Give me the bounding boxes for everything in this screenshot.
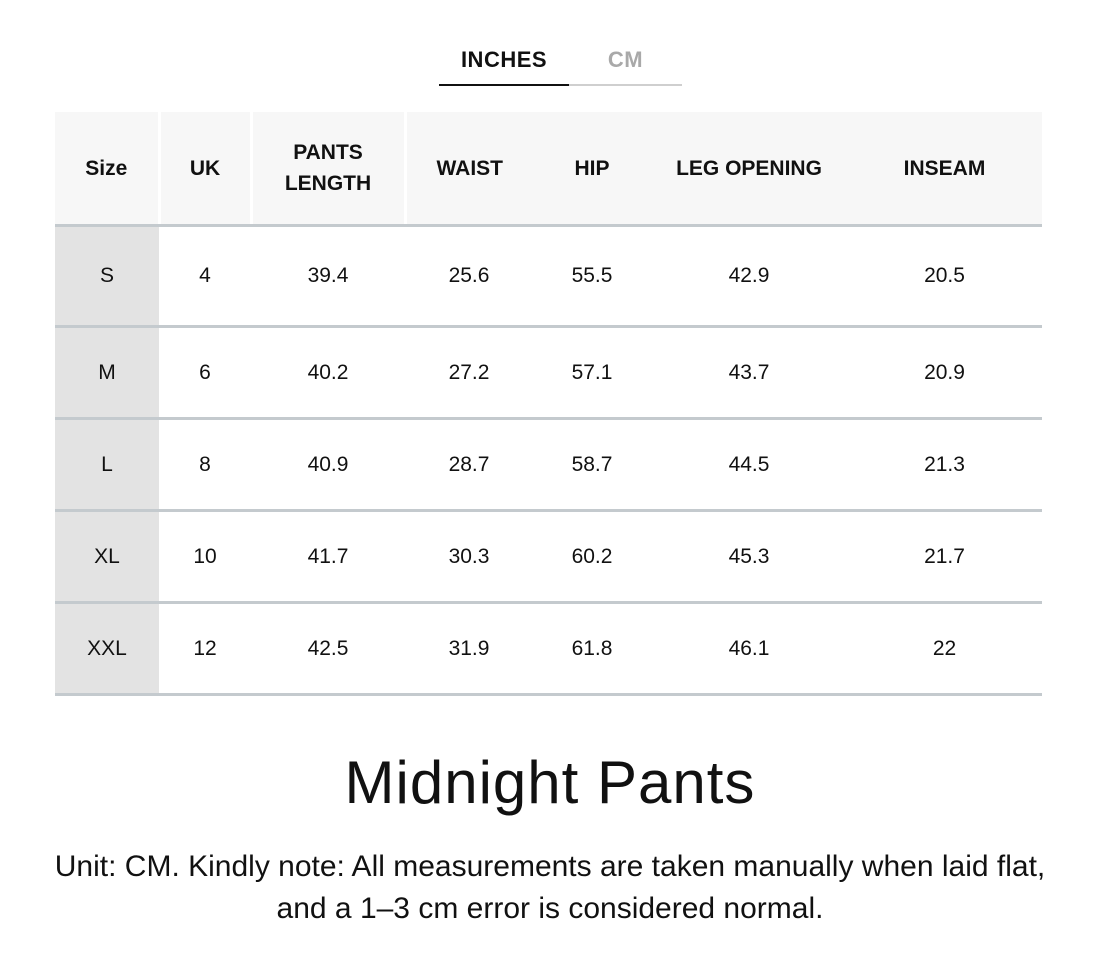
table-header-row <box>55 112 1042 226</box>
size-cell: L <box>55 419 159 511</box>
product-title: Midnight Pants <box>344 749 756 816</box>
leg-opening-cell: 42.9 <box>651 226 847 327</box>
size-cell: XXL <box>55 603 159 695</box>
leg-opening-cell: 46.1 <box>651 603 847 695</box>
pants-length-cell: 40.2 <box>251 327 405 419</box>
hip-cell: 60.2 <box>533 511 651 603</box>
size-cell: S <box>55 226 159 327</box>
leg-opening-cell: 44.5 <box>651 419 847 511</box>
pants-length-cell: 40.9 <box>251 419 405 511</box>
size-cell: XL <box>55 511 159 603</box>
column-header-hip: HIP <box>533 112 651 226</box>
inseam-cell: 22 <box>847 603 1042 695</box>
column-header-pants-length <box>251 112 405 226</box>
uk-cell: 6 <box>159 327 251 419</box>
table-row <box>55 327 1042 419</box>
measurement-note: Unit: CM. Kindly note: All measurements are taken manually when laid flat, and a 1–3 cm error is considered normal. <box>54 850 1046 925</box>
pants-length-cell: 41.7 <box>251 511 405 603</box>
uk-cell: 4 <box>159 226 251 327</box>
pants-length-cell: 42.5 <box>251 603 405 695</box>
waist-cell: 30.3 <box>405 511 533 603</box>
tab-cm[interactable]: CM <box>607 47 644 72</box>
tab-inches[interactable]: INCHES <box>460 47 548 72</box>
pants-length-cell: 39.4 <box>251 226 405 327</box>
column-header-pants-length-text: PANTS LENGTH <box>284 141 372 195</box>
inseam-cell: 20.5 <box>847 226 1042 327</box>
waist-cell: 28.7 <box>405 419 533 511</box>
hip-cell: 57.1 <box>533 327 651 419</box>
column-header-leg-opening: LEG OPENING <box>651 112 847 226</box>
tab-active-indicator <box>439 84 569 86</box>
hip-cell: 61.8 <box>533 603 651 695</box>
inseam-cell: 21.3 <box>847 419 1042 511</box>
hip-cell: 55.5 <box>533 226 651 327</box>
column-header-size: Size <box>55 112 159 226</box>
waist-cell: 31.9 <box>405 603 533 695</box>
tab-underline <box>569 84 682 86</box>
size-cell: M <box>55 327 159 419</box>
uk-cell: 10 <box>159 511 251 603</box>
inseam-cell: 21.7 <box>847 511 1042 603</box>
table-row <box>55 511 1042 603</box>
size-chart-table <box>55 112 1042 696</box>
column-header-uk: UK <box>159 112 251 226</box>
table-row <box>55 603 1042 695</box>
column-header-waist: WAIST <box>405 112 533 226</box>
leg-opening-cell: 43.7 <box>651 327 847 419</box>
unit-tabs <box>439 36 682 88</box>
hip-cell: 58.7 <box>533 419 651 511</box>
waist-cell: 25.6 <box>405 226 533 327</box>
column-header-inseam: INSEAM <box>847 112 1042 226</box>
leg-opening-cell: 45.3 <box>651 511 847 603</box>
table-row <box>55 226 1042 327</box>
table-row <box>55 419 1042 511</box>
uk-cell: 12 <box>159 603 251 695</box>
uk-cell: 8 <box>159 419 251 511</box>
waist-cell: 27.2 <box>405 327 533 419</box>
inseam-cell: 20.9 <box>847 327 1042 419</box>
